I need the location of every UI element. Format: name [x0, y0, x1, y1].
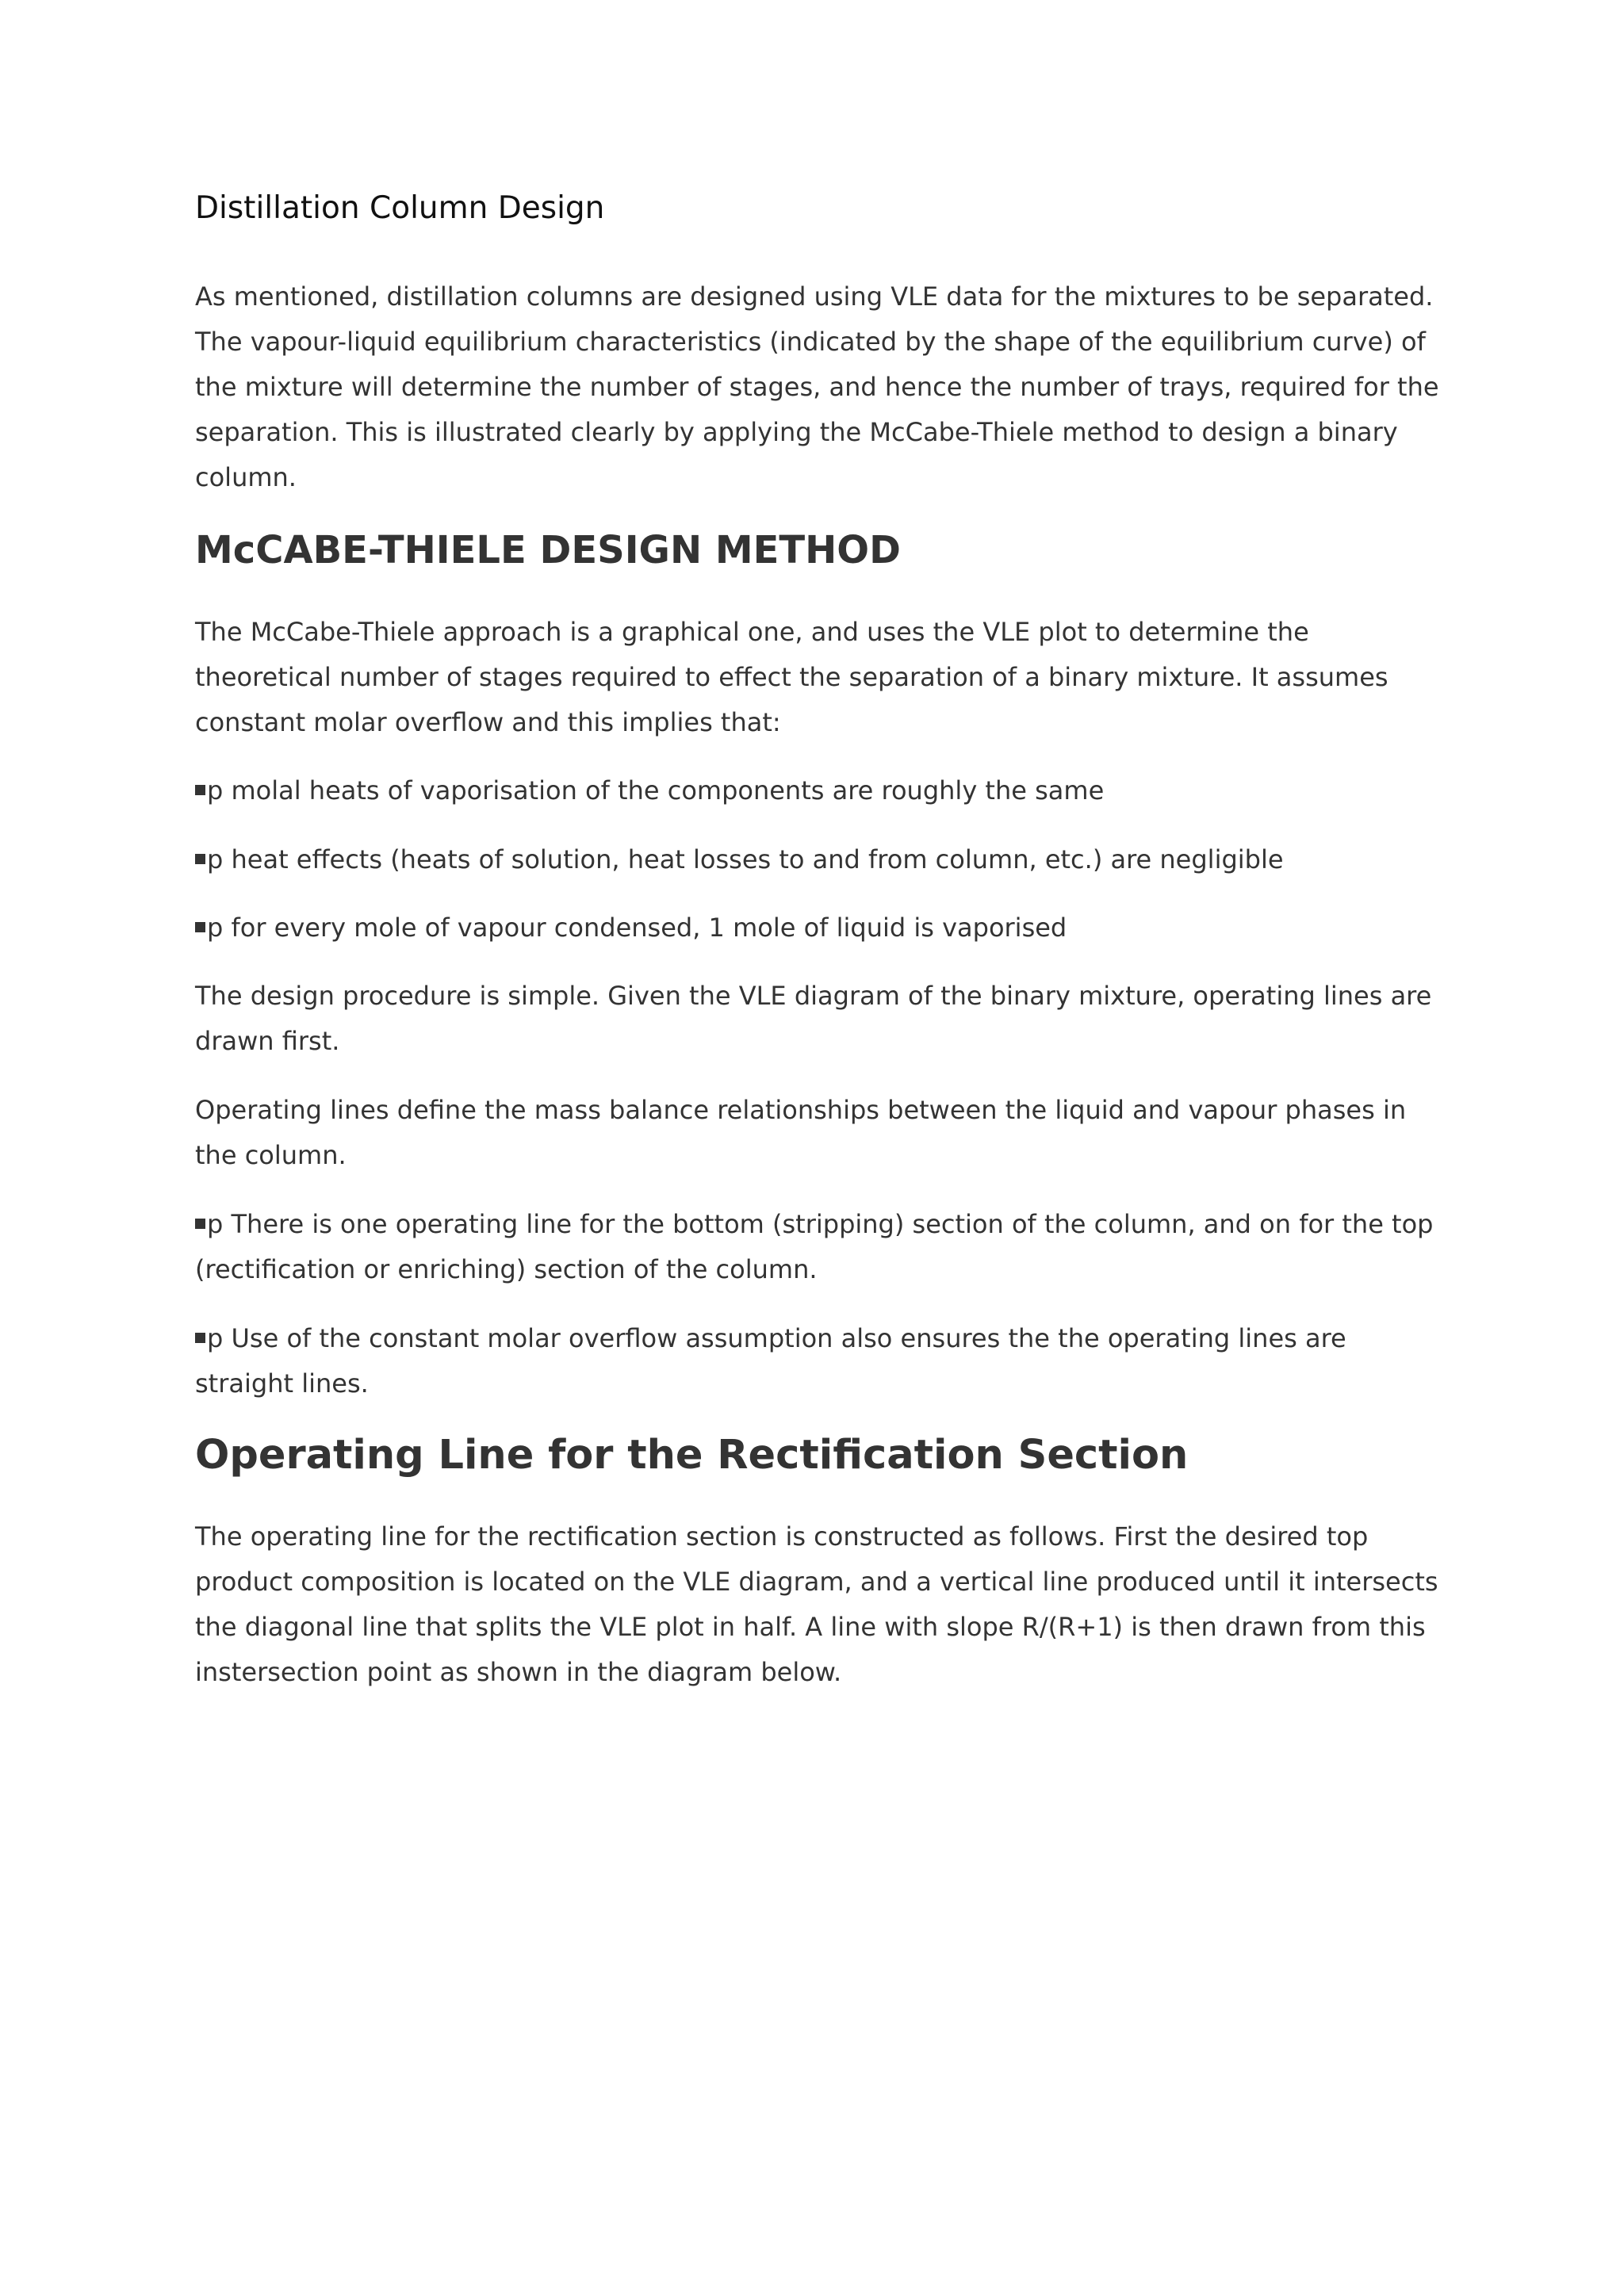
operating-line-bullet-text: p There is one operating line for the bottom (stripping) section of the column, and on for the top (rectification or enriching) section of the column.	[195, 1209, 1434, 1284]
assumption-bullet	[195, 905, 1448, 951]
document-title: Distillation Column Design	[195, 190, 605, 226]
operating-line-bullet	[195, 1316, 1448, 1406]
assumption-bullet-text: p heat effects (heats of solution, heat losses to and from column, etc.) are negligible	[207, 844, 1284, 874]
rectification-heading: Operating Line for the Rectification Section	[195, 1432, 1189, 1479]
intro-paragraph: As mentioned, distillation columns are designed using VLE data for the mixtures to be separated. The vapour-liquid equilibrium characteristics (indicated by the shape of the equilibrium curve) of the mixture will determine the number of stages, and hence the number of trays, required for the separation. This is illustrated clearly by applying the McCabe-Thiele method to design a binary column.	[195, 281, 1439, 492]
square-bullet-icon	[195, 785, 205, 795]
assumption-bullet-text: p for every mole of vapour condensed, 1 mole of liquid is vaporised	[207, 913, 1067, 943]
square-bullet-icon	[195, 1333, 205, 1343]
procedure-paragraph: The design procedure is simple. Given the VLE diagram of the binary mixture, operating lines are drawn first.	[195, 981, 1432, 1056]
operating-line-bullet-text: p Use of the constant molar overflow assumption also ensures the the operating lines are straight lines.	[195, 1323, 1346, 1399]
assumption-bullet-text: p molal heats of vaporisation of the components are roughly the same	[207, 775, 1105, 806]
assumption-bullet	[195, 768, 1448, 813]
operating-lines-paragraph: Operating lines define the mass balance relationships between the liquid and vapour phases in the column.	[195, 1095, 1407, 1170]
assumption-bullet	[195, 837, 1448, 882]
rectification-paragraph: The operating line for the rectification section is constructed as follows. First the desired top product composition is located on the VLE diagram, and a vertical line produced until it intersects the diagonal line that splits the VLE plot in half. A line with slope R/(R+1) is then drawn from this instersection point as shown in the diagram below.	[195, 1521, 1438, 1687]
square-bullet-icon	[195, 922, 205, 932]
square-bullet-icon	[195, 854, 205, 864]
method-heading: McCABE-THIELE DESIGN METHOD	[195, 528, 901, 572]
operating-line-bullet	[195, 1202, 1448, 1292]
method-intro-paragraph: The McCabe-Thiele approach is a graphical one, and uses the VLE plot to determine the theoretical number of stages required to effect the separation of a binary mixture. It assumes constant molar overflow and this implies that:	[195, 617, 1388, 737]
square-bullet-icon	[195, 1219, 205, 1229]
